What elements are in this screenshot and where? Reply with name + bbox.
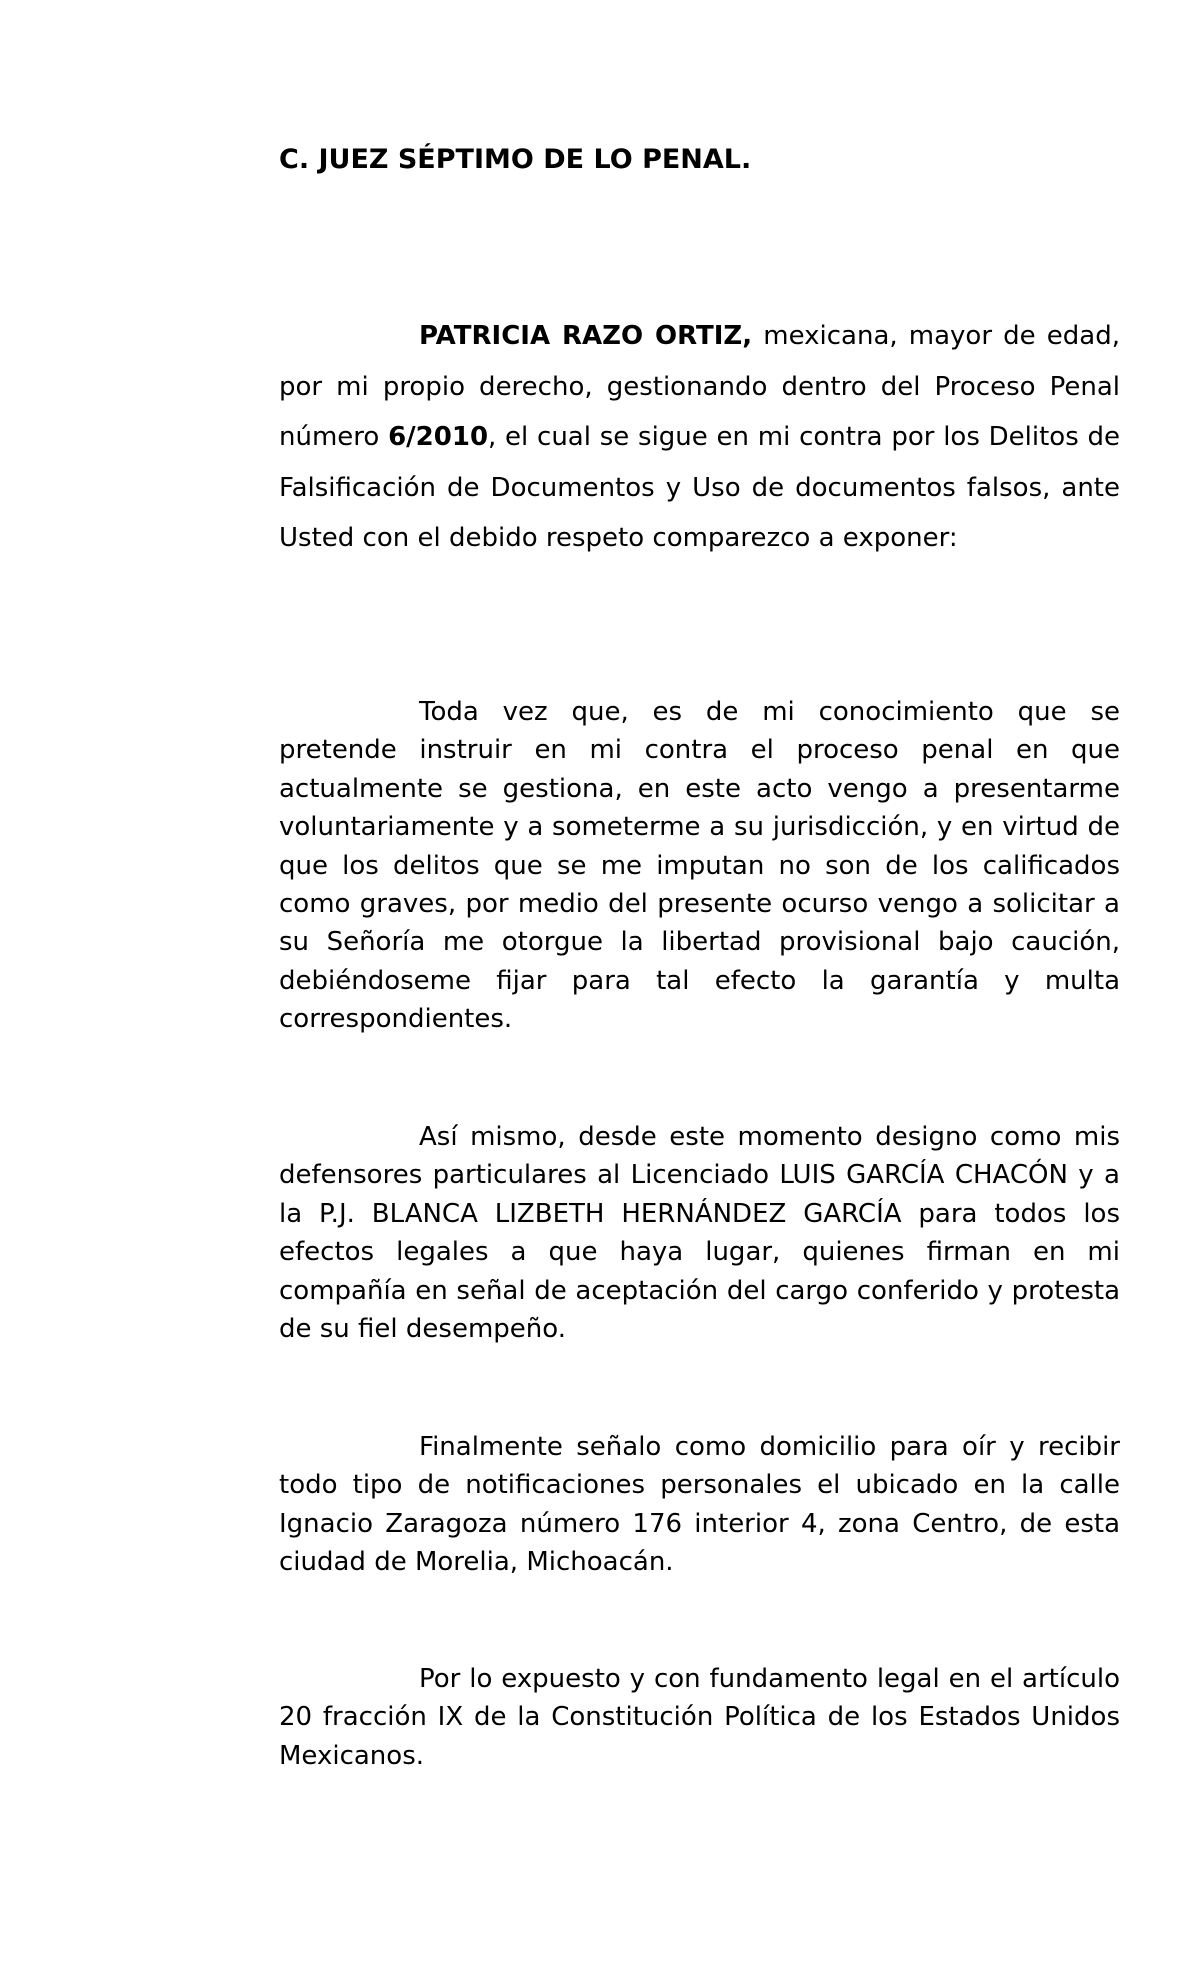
document-heading: C. JUEZ SÉPTIMO DE LO PENAL.	[279, 144, 752, 175]
intro-text-b: , el cual se sigue en mi contra por los Delitos de Falsificación de Documentos y Uso de documentos falsos, ante Usted con el debido respeto comparezco a exponer:	[279, 422, 1121, 553]
case-number: 6/2010	[388, 422, 489, 452]
address-paragraph: Finalmente señalo como domicilio para oír y recibir todo tipo de notificaciones personales el ubicado en la calle Ignacio Zaragoza número 176 interior 4, zona Centro, de esta ciudad de Morelia, Michoacán.	[279, 1432, 1120, 1578]
defenders-paragraph: Así mismo, desde este momento designo como mis defensores particulares al Licenciado LUIS GARCÍA CHACÓN y a la P.J. BLANCA LIZBETH HERNÁNDEZ GARCÍA para todos los efectos legales a que haya lugar, quienes firman en mi compañía en señal de aceptación del cargo conferido y protesta de su fiel desempeño.	[279, 1122, 1120, 1345]
bail-request-paragraph: Toda vez que, es de mi conocimiento que se pretende instruir en mi contra el proceso penal en que actualmente se gestiona, en este acto vengo a presentarme voluntariamente y a someterme a su jurisdicción, y en virtud de que los delitos que se me imputan no son de los calificados como graves, por medio del presente ocurso vengo a solicitar a su Señoría me otorgue la libertad provisional bajo caución, debiéndoseme fijar para tal efecto la garantía y multa correspondientes.	[279, 697, 1120, 1035]
intro-paragraph	[279, 311, 1120, 564]
petitioner-name: PATRICIA RAZO ORTIZ,	[419, 321, 753, 351]
intro-text-a: mexicana, mayor de edad, por mi propio derecho, gestionando dentro del Proceso Penal número	[279, 321, 1120, 452]
legal-basis-paragraph: Por lo expuesto y con fundamento legal en el artículo 20 fracción IX de la Constitución Política de los Estados Unidos Mexicanos.	[279, 1664, 1120, 1771]
